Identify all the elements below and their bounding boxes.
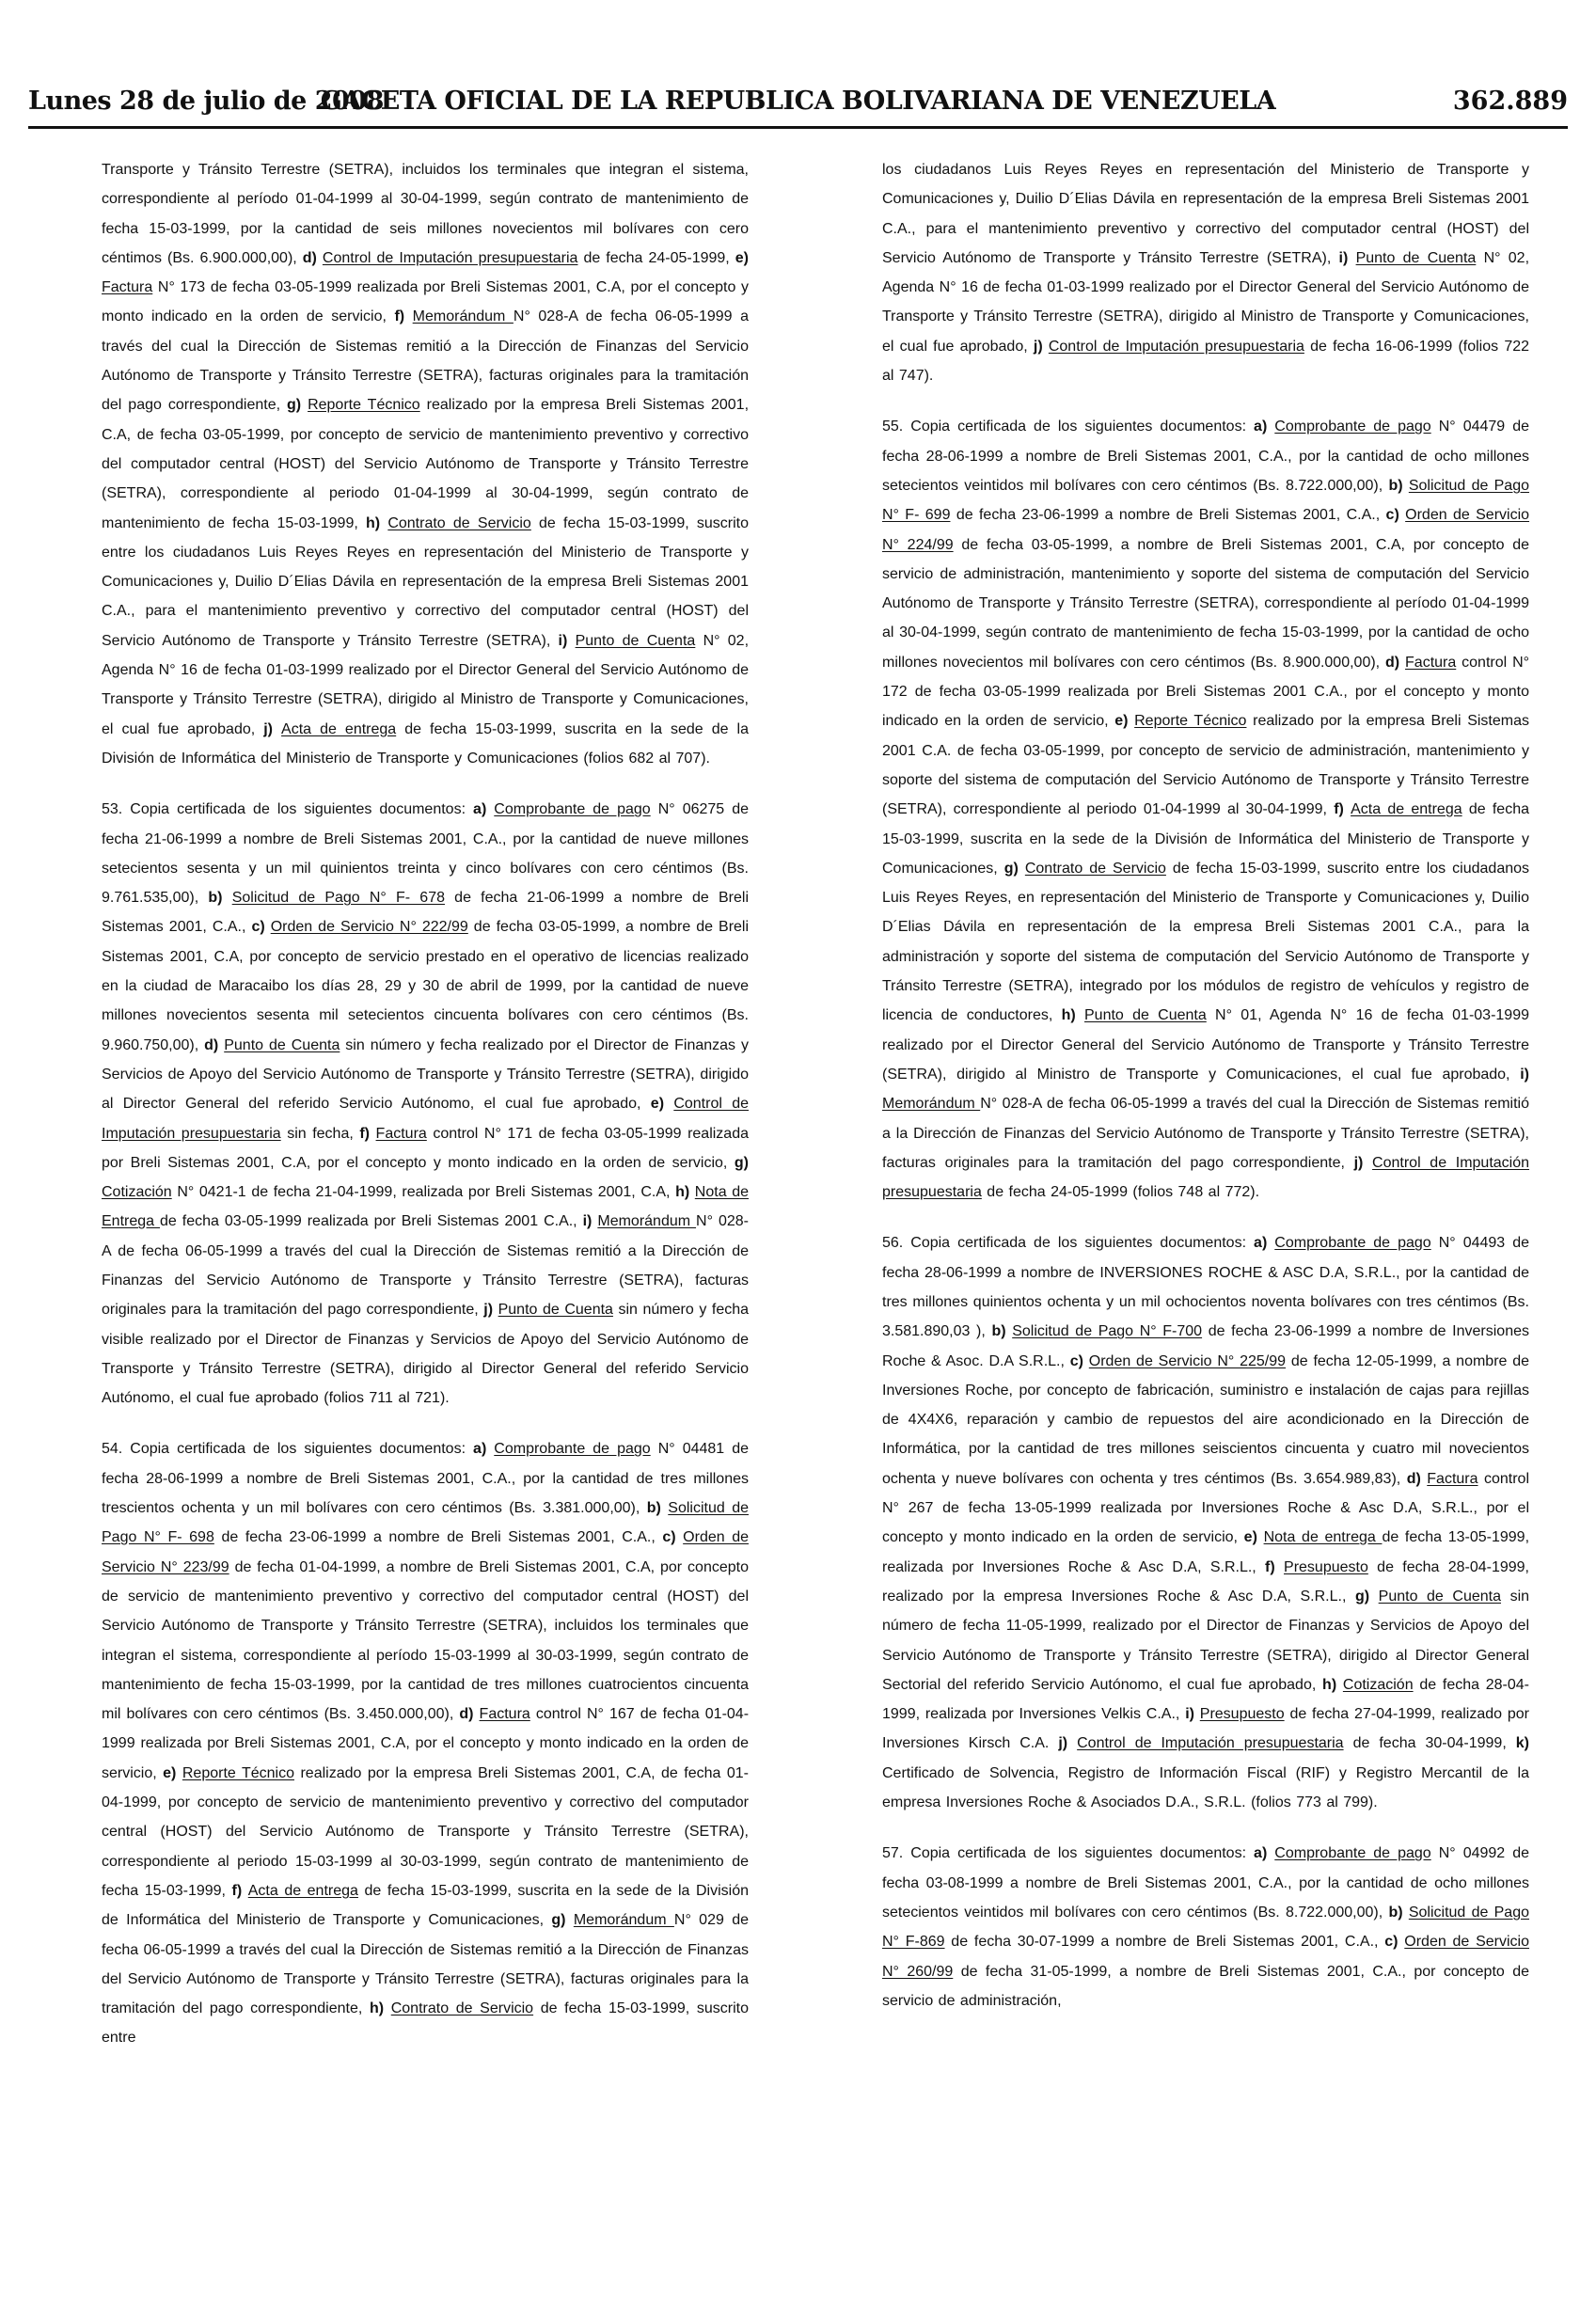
item-letter: b): [991, 1323, 1013, 1340]
item-letter: j): [263, 720, 282, 737]
item-letter: f): [394, 308, 413, 325]
document-reference: Orden de Servicio N° 225/99: [1088, 1352, 1287, 1369]
header-rule: [28, 126, 1568, 129]
paragraph-text: 55. Copia certificada de los siguientes documentos:: [882, 419, 1255, 435]
paragraph-text: N° 029 de fecha 06-05-1999 a través del cual la Dirección de Sistemas remitió a la Dirección de Finanzas del Servicio Autónomo de Transporte y Tránsito Terrestre (SETRA), facturas originales para la tramitación del pago correspondiente,: [102, 1912, 749, 2017]
paragraph: [882, 155, 1529, 390]
item-letter: g): [1354, 1588, 1379, 1605]
item-letter: j): [483, 1302, 498, 1319]
paragraph-text: de fecha 27-04-1999, realizado por Inversiones Kirsch C.A.: [882, 1706, 1529, 1752]
header-date: Lunes 28 de julio de 2008: [28, 87, 384, 116]
paragraph: [882, 1839, 1529, 2016]
document-reference: Comprobante de pago: [1274, 1235, 1431, 1252]
item-letter: d): [459, 1706, 480, 1723]
item-letter: c): [1069, 1352, 1089, 1369]
item-letter: d): [204, 1036, 225, 1053]
document-reference: Memorándum: [882, 1096, 981, 1113]
document-reference: Factura: [102, 279, 153, 296]
item-letter: c): [251, 919, 271, 936]
paragraph-text: de fecha 16-06-1999 (folios 722 al 747).: [882, 338, 1530, 385]
item-letter: i): [1185, 1706, 1200, 1723]
item-letter: g): [734, 1154, 749, 1171]
paragraph: [102, 155, 749, 773]
document-reference: Comprobante de pago: [1274, 1845, 1431, 1862]
document-reference: Memorándum: [573, 1912, 674, 1929]
document-reference: Presupuesto: [1284, 1558, 1368, 1575]
item-letter: b): [1388, 477, 1409, 494]
item-letter: d): [302, 249, 323, 266]
item-letter: e): [1114, 713, 1135, 730]
paragraph-text: N° 028-A de fecha 06-05-1999 a través del cual la Dirección de Sistemas remitió a la Dirección de Finanzas del Servicio Autónomo de Transporte y Tránsito Terrestre (SETRA), facturas originales para la tramitación del pago correspondiente,: [882, 1096, 1530, 1171]
document-reference: Factura: [1405, 654, 1457, 671]
paragraph-text: N° 028-A de fecha 06-05-1999 a través del cual la Dirección de Sistemas remitió a la Dirección de Finanzas del Servicio Autónomo de Transporte y Tránsito Terrestre (SETRA), facturas originales para la tramitación del pago correspondiente,: [102, 1213, 749, 1319]
item-letter: h): [675, 1184, 695, 1201]
document-reference: Orden de Servicio N° 222/99: [270, 919, 468, 936]
paragraph-text: de fecha 03-05-1999, a nombre de Breli Sistemas 2001, C.A, por concepto de servicio de administración, mantenimiento y soporte del sistema de computación del Servicio Autónomo de Transporte y Tránsito Terrestre (SETRA), correspondiente al período 01-04-1999 al 30-04-1999, según contrato de mantenimiento de fecha 15-03-1999, por la cantidad de ocho millones novecientos mil bolívares con cero céntimos (Bs. 8.900.000,00),: [882, 536, 1530, 671]
paragraph-text: 56. Copia certificada de los siguientes documentos:: [882, 1235, 1255, 1252]
paragraph-text: de fecha 30-07-1999 a nombre de Breli Sistemas 2001, C.A.,: [944, 1934, 1385, 1951]
item-letter: f): [359, 1125, 376, 1142]
document-reference: Factura: [1427, 1470, 1478, 1487]
document-reference: Control de Imputación presupuestaria: [882, 1154, 1530, 1201]
paragraph-text: control N° 172 de fecha 03-05-1999 realizada por Breli Sistemas 2001 C.A., por el concepto y monto indicado en la orden de servicio,: [882, 654, 1530, 730]
item-letter: k): [1515, 1735, 1529, 1752]
document-reference: Comprobante de pago: [494, 801, 651, 818]
paragraph-text: sin número y fecha realizado por el Director de Finanzas y Servicios de Apoyo del Servicio Autónomo de Transporte y Tránsito Terrestre (SETRA), dirigido al Director General del referido Servicio Autónomo, el cual fue aprobado,: [102, 1036, 749, 1113]
item-letter: j): [1353, 1154, 1373, 1171]
document-reference: Nota de Entrega: [102, 1184, 750, 1230]
document-reference: Factura: [479, 1706, 530, 1723]
document-reference: Punto de Cuenta: [1378, 1588, 1501, 1605]
paragraph-text: de fecha 12-05-1999, a nombre de Inversiones Roche, por concepto de fabricación, suministro e instalación de cajas para rejillas de 4X4X6, reparación y cambio de repuestos del aire acondicionado en la Dirección de Informática, por la cantidad de tres millones seiscientos cincuenta y cuatro mil novecientos ochenta y nueve bolívares con ochenta y tres céntimos (Bs. 3.654.989,83),: [882, 1352, 1530, 1487]
paragraph-text: sin fecha,: [280, 1125, 360, 1142]
item-letter: a): [473, 801, 495, 818]
item-letter: h): [1322, 1676, 1343, 1693]
document-reference: Contrato de Servicio: [1024, 860, 1166, 877]
paragraph-text: N° 01, Agenda N° 16 de fecha 01-03-1999 realizado por el Director General del Servicio Autónomo de Transporte y Tránsito Terrestre (SETRA), dirigido al Ministro de Transporte y Comunicaciones, el cual fue aprobado,: [882, 1007, 1530, 1083]
paragraph-text: realizado por la empresa Breli Sistemas 2001 C.A. de fecha 03-05-1999, por concepto de servicio de administración, mantenimiento y soporte del sistema de computación del Servicio Autónomo de Transporte y Tránsito Terrestre (SETRA), correspondiente al periodo 01-04-1999 al 30-04-1999,: [882, 713, 1529, 818]
paragraph-text: control N° 267 de fecha 13-05-1999 realizada por Inversiones Roche & Asc D.A, S.R.L., por el concepto y monto indicado en la orden de servicio,: [882, 1470, 1530, 1546]
paragraph-text: control N° 167 de fecha 01-04-1999 realizada por Breli Sistemas 2001, C.A, por el concepto y monto indicado en la orden de servicio,: [102, 1706, 750, 1781]
item-letter: d): [1385, 654, 1406, 671]
item-letter: g): [551, 1912, 574, 1929]
document-reference: Solicitud de Pago N° F- 698: [102, 1500, 749, 1546]
item-letter: d): [1406, 1470, 1428, 1487]
document-reference: Memorándum: [412, 308, 514, 325]
paragraph-text: sin número y fecha visible realizado por el Director de Finanzas y Servicios de Apoyo del Servicio Autónomo de Transporte y Tránsito Terrestre (SETRA), dirigido al Director General del referido Servicio Autónomo, el cual fue aprobado (folios 711 al 721).: [102, 1302, 750, 1407]
item-letter: b): [208, 890, 232, 907]
document-reference: Nota de entrega: [1263, 1529, 1383, 1546]
document-reference: Contrato de Servicio: [390, 2000, 534, 2017]
document-reference: Solicitud de Pago N° F-869: [882, 1904, 1530, 1951]
item-letter: f): [1265, 1558, 1285, 1575]
paragraph: [882, 1228, 1529, 1817]
paragraph: [882, 412, 1529, 1207]
page-header: [28, 81, 1568, 128]
item-letter: i): [558, 632, 576, 649]
document-reference: Acta de entrega: [1351, 801, 1462, 818]
item-letter: f): [231, 1882, 248, 1899]
paragraph-text: 53. Copia certificada de los siguientes documentos:: [102, 801, 474, 818]
paragraph-text: N° 0421-1 de fecha 21-04-1999, realizada por Breli Sistemas 2001, C.A,: [171, 1184, 676, 1201]
item-letter: h): [366, 514, 388, 531]
left-column: [102, 155, 749, 2075]
document-reference: Punto de Cuenta: [224, 1036, 340, 1053]
paragraph: [102, 795, 749, 1413]
item-letter: g): [1003, 860, 1025, 877]
paragraph-text: sin número de fecha 11-05-1999, realizado por el Director de Finanzas y Servicios de Apoyo del Servicio Autónomo de Transporte y Tránsito Terrestre (SETRA), dirigido al Director General Sectorial del referido Servicio Autónomo, el cual fue aprobado,: [882, 1588, 1530, 1693]
paragraph-text: de fecha 15-03-1999, suscrito entre los ciudadanos Luis Reyes Reyes en representación del Ministerio de Transporte y Comunicaciones y, Duilio D´Elias Dávila en representación de la empresa Breli Sistemas 2001 C.A., para el mantenimiento preventivo y correctivo del computador central (HOST) del Servicio Autónomo de Transporte y Tránsito Terrestre (SETRA),: [102, 514, 750, 649]
paragraph-text: de fecha 23-06-1999 a nombre de Inversiones Roche & Asoc. D.A S.R.L.,: [882, 1323, 1529, 1369]
paragraph: [102, 1434, 749, 2052]
paragraph-text: de fecha 23-06-1999 a nombre de Breli Sistemas 2001, C.A.,: [213, 1529, 663, 1546]
item-letter: e): [163, 1764, 182, 1781]
document-reference: Memorándum: [597, 1213, 697, 1230]
item-letter: a): [473, 1441, 495, 1458]
item-letter: b): [646, 1500, 669, 1517]
paragraph-text: los ciudadanos Luis Reyes Reyes en representación del Ministerio de Transporte y Comunicaciones y, Duilio D´Elias Dávila en representación de la empresa Breli Sistemas 2001 C.A., para el mantenimiento preventivo y correctivo del computador central (HOST) del Servicio Autónomo de Transporte y Tránsito Terrestre (SETRA),: [882, 162, 1529, 266]
paragraph-text: de fecha 28-04-1999, realizada por Inversiones Velkis C.A.,: [882, 1676, 1530, 1723]
item-letter: c): [1385, 507, 1406, 524]
document-reference: Punto de Cuenta: [1084, 1007, 1207, 1024]
document-reference: Cotización: [1342, 1676, 1414, 1693]
paragraph-text: de fecha 15-03-1999, suscrita en la sede de la División de Informática del Ministerio de Transporte y Comunicaciones (folios 682 al 707).: [102, 720, 750, 767]
paragraph-text: de fecha 01-04-1999, a nombre de Breli Sistemas 2001, C.A, por concepto de servicio de mantenimiento preventivo y correctivo del computador central (HOST) del Servicio Autónomo de Transporte y Tránsito Terrestre (SETRA), incluidos los terminales que integran el sistema, correspondiente al período 15-03-1999 al 30-03-1999, según contrato de mantenimiento de fecha 15-03-1999, por la cantidad de tres millones cuatrocientos cincuenta mil bolívares con cero céntimos (Bs. 3.450.000,00),: [102, 1558, 749, 1723]
paragraph-text: de fecha 15-03-1999, suscrita en la sede de la División de Informática del Ministerio de Transporte y Comunicaciones,: [882, 801, 1529, 877]
document-reference: Reporte Técnico: [182, 1764, 294, 1781]
item-letter: i): [1338, 249, 1356, 266]
item-letter: e): [650, 1096, 674, 1113]
document-reference: Orden de Servicio N° 224/99: [882, 507, 1530, 553]
document-reference: Comprobante de pago: [1274, 419, 1431, 435]
document-reference: Punto de Cuenta: [575, 632, 696, 649]
paragraph-text: de fecha 30-04-1999,: [1343, 1735, 1516, 1752]
item-letter: c): [662, 1529, 684, 1546]
paragraph-text: 54. Copia certificada de los siguientes documentos:: [102, 1441, 474, 1458]
paragraph-text: de fecha 23-06-1999 a nombre de Breli Sistemas 2001, C.A.,: [950, 507, 1386, 524]
document-reference: Control de Imputación presupuestaria: [1048, 338, 1304, 355]
right-column: [882, 155, 1529, 2037]
document-reference: Acta de entrega: [281, 720, 397, 737]
item-letter: f): [1334, 801, 1351, 818]
paragraph-text: N° 06275 de fecha 21-06-1999 a nombre de Breli Sistemas 2001, C.A., por la cantidad de nueve millones setecientos sesenta y un mil quinientos treinta y cinco bolívares con cero céntimos (Bs. 9.761.535,00),: [102, 801, 749, 907]
paragraph-text: control N° 171 de fecha 03-05-1999 realizada por Breli Sistemas 2001, C.A, por el concepto y monto indicado en la orden de servicio,: [102, 1125, 749, 1171]
paragraph-text: realizado por la empresa Breli Sistemas 2001, C.A, de fecha 03-05-1999, por concepto de servicio de mantenimiento preventivo y correctivo del computador central (HOST) del Servicio Autónomo de Transporte y Tránsito Terrestre (SETRA), correspondiente al periodo 01-04-1999 al 30-04-1999, según contrato de mantenimiento de fecha 15-03-1999,: [102, 397, 750, 531]
document-reference: Orden de Servicio N° 223/99: [102, 1529, 750, 1575]
paragraph-text: de fecha 03-05-1999 realizada por Breli Sistemas 2001 C.A.,: [160, 1213, 583, 1230]
paragraph-text: Transporte y Tránsito Terrestre (SETRA), incluidos los terminales que integran el sistema, correspondiente al período 01-04-1999 al 30-04-1999, según contrato de mantenimiento de fecha 15-03-1999, por la cantidad de seis millones novecientos mil bolívares con cero céntimos (Bs. 6.900.000,00),: [102, 162, 749, 266]
paragraph-text: de fecha 15-03-1999, suscrito entre los ciudadanos Luis Reyes Reyes, en representación del Ministerio de Transporte y Comunicaciones y, Duilio D´Elias Dávila en representación de la empresa Breli Sistemas 2001 C.A., para la administración y soporte del sistema de computación del Servicio Autónomo de Transporte y Tránsito Terrestre (SETRA), integrado por los módulos de registro de vehículos y registro de licencia de conductores,: [882, 860, 1530, 1024]
paragraph-text: de fecha 21-06-1999 a nombre de Breli Sistemas 2001, C.A.,: [102, 890, 750, 936]
item-letter: a): [1254, 1845, 1275, 1862]
document-reference: Solicitud de Pago N° F- 699: [882, 477, 1530, 524]
item-letter: e): [735, 249, 750, 266]
document-reference: Reporte Técnico: [308, 397, 420, 414]
document-reference: Control de Imputación presupuestaria: [1077, 1735, 1344, 1752]
paragraph-text: N° 173 de fecha 03-05-1999 realizada por Breli Sistemas 2001, C.A, por el concepto y monto indicado en la orden de servicio,: [102, 279, 749, 325]
document-reference: Control de Imputación presupuestaria: [102, 1096, 750, 1142]
document-reference: Reporte Técnico: [1134, 713, 1247, 730]
paragraph-text: de fecha 15-03-1999, suscrita en la sede de la División de Informática del Ministerio de Transporte y Comunicaciones,: [102, 1882, 750, 1929]
header-title: GACETA OFICIAL DE LA REPUBLICA BOLIVARIANA DE VENEZUELA: [320, 87, 1276, 116]
document-reference: Presupuesto: [1199, 1706, 1285, 1723]
paragraph-text: realizado por la empresa Breli Sistemas 2001, C.A, de fecha 01-04-1999, por concepto de servicio de mantenimiento preventivo y correctivo del computador central (HOST) del Servicio Autónomo de Transporte y Tránsito Terrestre (SETRA), correspondiente al periodo 15-03-1999 al 30-03-1999, según contrato de mantenimiento de fecha 15-03-1999,: [102, 1764, 749, 1899]
paragraph-text: de fecha 28-04-1999, realizado por la empresa Inversiones Roche & Asc D.A, S.R.L.,: [882, 1558, 1529, 1605]
document-reference: Contrato de Servicio: [387, 514, 531, 531]
item-letter: i): [1520, 1066, 1529, 1083]
item-letter: j): [1033, 338, 1049, 355]
paragraph-text: de fecha 13-05-1999, realizada por Inversiones Roche & Asc D.A, S.R.L.,: [882, 1529, 1530, 1575]
item-letter: j): [1058, 1735, 1078, 1752]
paragraph-text: de fecha 24-05-1999,: [577, 249, 735, 266]
paragraph-text: 57. Copia certificada de los siguientes documentos:: [882, 1845, 1255, 1862]
item-letter: a): [1254, 1235, 1275, 1252]
paragraph-text: N° 04493 de fecha 28-06-1999 a nombre de INVERSIONES ROCHE & ASC D.A, S.R.L., por la cantidad de tres millones quinientos ochenta y un mil ochocientos noventa bolívares con tres céntimos (Bs. 3.581.890,03 ),: [882, 1235, 1529, 1340]
item-letter: c): [1384, 1934, 1405, 1951]
paragraph-text: N° 028-A de fecha 06-05-1999 a través del cual la Dirección de Sistemas remitió a la Dirección de Finanzas del Servicio Autónomo de Transporte y Tránsito Terrestre (SETRA), facturas originales para la tramitación del pago correspondiente,: [102, 308, 750, 414]
item-letter: h): [369, 2000, 391, 2017]
paragraph-text: de fecha 31-05-1999, a nombre de Breli Sistemas 2001, C.A., por concepto de servicio de administración,: [882, 1963, 1529, 2009]
document-reference: Control de Imputación presupuestaria: [322, 249, 578, 266]
paragraph-text: N° 02, Agenda N° 16 de fecha 01-03-1999 realizado por el Director General del Servicio Autónomo de Transporte y Tránsito Terrestre (SETRA), dirigido al Ministro de Transporte y Comunicaciones, el cual fue aprobado,: [882, 249, 1530, 355]
item-letter: b): [1388, 1904, 1409, 1921]
item-letter: e): [1243, 1529, 1264, 1546]
document-reference: Acta de entrega: [247, 1882, 358, 1899]
document-reference: Punto de Cuenta: [498, 1302, 613, 1319]
document-reference: Factura: [375, 1125, 427, 1142]
item-letter: h): [1061, 1007, 1084, 1024]
document-reference: Solicitud de Pago N° F-700: [1012, 1323, 1203, 1340]
document-reference: Solicitud de Pago N° F- 678: [231, 890, 445, 907]
paragraph-text: de fecha 03-05-1999, a nombre de Breli Sistemas 2001, C.A, por concepto de servicio prestado en el operativo de licencias realizado en la ciudad de Maracaibo los días 28, 29 y 30 de abril de 1999, por la cantidad de nueve millones novecientos sesenta mil setecientos cincuenta bolívares con cero céntimos (Bs. 9.960.750,00),: [102, 919, 750, 1053]
paragraph-text: N° 02, Agenda N° 16 de fecha 01-03-1999 realizado por el Director General del Servicio Autónomo de Transporte y Tránsito Terrestre (SETRA), dirigido al Ministro de Transporte y Comunicaciones, el cual fue aprobado,: [102, 632, 750, 737]
header-page-number: 362.889: [1452, 87, 1568, 116]
paragraph-text: N° 04479 de fecha 28-06-1999 a nombre de Breli Sistemas 2001, C.A., por la cantidad de ocho millones setecientos veintidos mil bolívares con cero céntimos (Bs. 8.722.000,00),: [882, 419, 1529, 494]
item-letter: i): [582, 1213, 598, 1230]
document-reference: Orden de Servicio N° 260/99: [882, 1934, 1530, 1980]
paragraph-text: Certificado de Solvencia, Registro de Información Fiscal (RIF) y Registro Mercantil de la empresa Inversiones Roche & Asociados D.A., S.R.L. (folios 773 al 799).: [882, 1764, 1529, 1811]
item-letter: a): [1254, 419, 1275, 435]
paragraph-text: N° 04481 de fecha 28-06-1999 a nombre de Breli Sistemas 2001, C.A., por la cantidad de tres millones trescientos ochenta y un mil bolívares con cero céntimos (Bs. 3.381.000,00),: [102, 1441, 749, 1517]
document-reference: Punto de Cuenta: [1355, 249, 1477, 266]
document-reference: Cotización: [102, 1184, 172, 1201]
paragraph-text: N° 04992 de fecha 03-08-1999 a nombre de Breli Sistemas 2001, C.A., por la cantidad de ocho millones setecientos veintidos mil bolívares con cero céntimos (Bs. 8.722.000,00),: [882, 1845, 1529, 1921]
paragraph-text: de fecha 24-05-1999 (folios 748 al 772).: [981, 1184, 1260, 1201]
paragraph-text: de fecha 15-03-1999, suscrito entre: [102, 2000, 750, 2047]
document-reference: Comprobante de pago: [494, 1441, 651, 1458]
item-letter: g): [287, 397, 308, 414]
